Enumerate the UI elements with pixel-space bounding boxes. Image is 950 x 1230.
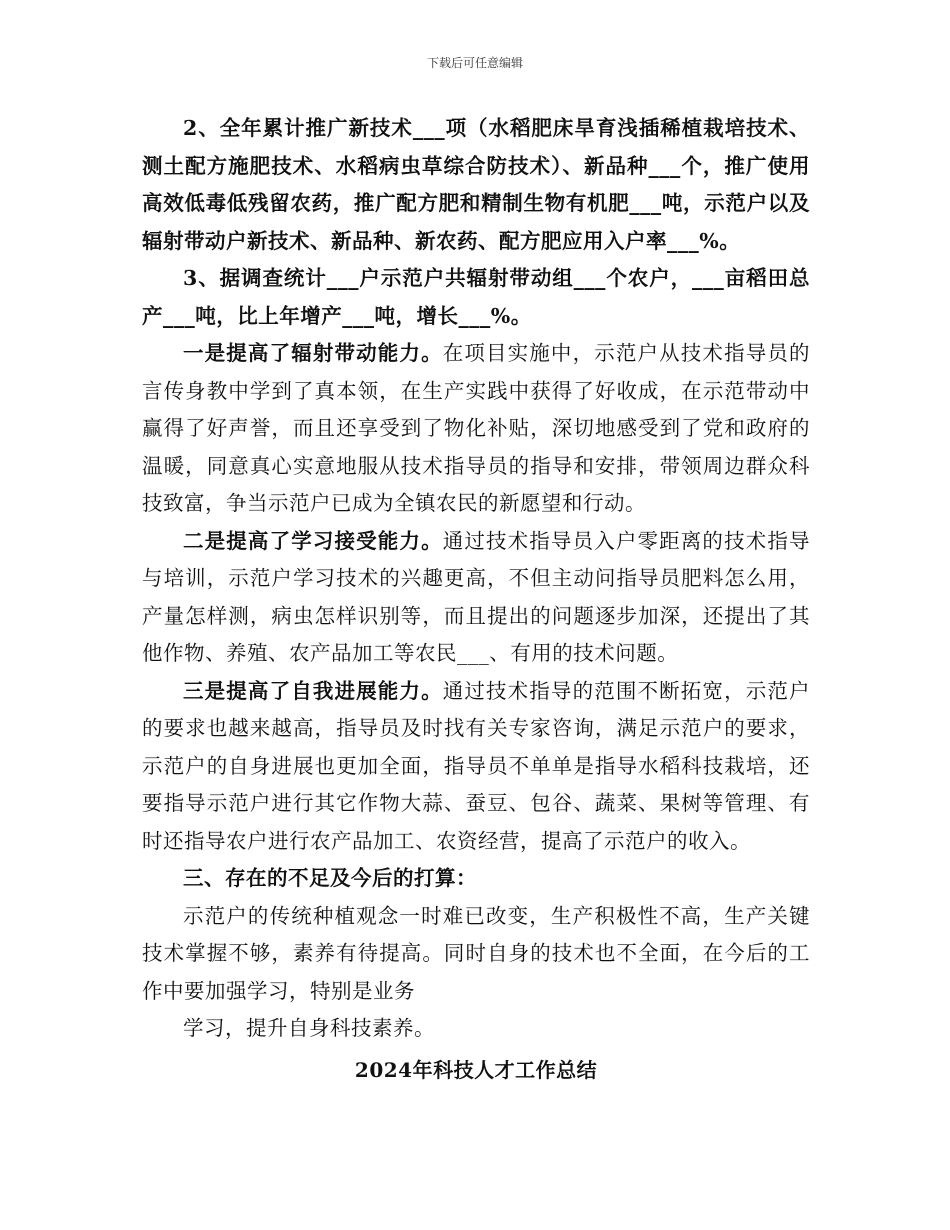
paragraph-shortcomings: 示范户的传统种植观念一时难已改变，生产积极性不高，生产关键技术掌握不够，素养有待提高。同时自身的技术也不全面，在今后的工作中要加强学习，特别是业务 bbox=[142, 903, 810, 1003]
paragraph-lead: 二是提高了学习接受能力。 bbox=[183, 528, 443, 553]
section-title: 2024年科技人才工作总结 bbox=[354, 1057, 598, 1082]
paragraph-body: 通过技术指导的范围不断拓宽，示范户的要求也越来越高，指导员及时找有关专家咨询，满足示范户的要求，示范户的自身进展也更加全面，指导员不单单是指导水稻科技栽培，还要指导示范户进行其它作物大蒜、蚕豆、包谷、蔬菜、果树等管理、有时还指导农户进行农产品加工、农资经营，提高了示范户的收入。 bbox=[142, 678, 811, 853]
section-heading-shortcomings: 三、存在的不足及今后的打算： bbox=[183, 866, 477, 890]
paragraph-body: 通过技术指导员入户零距离的技术指导与培训，示范户学习技术的兴趣更高，不但主动问指导员肥料怎么用，产量怎样测，病虫怎样识别等，而且提出的问题逐步加深，还提出了其他作物、养殖、农产品加工等农民___、有用的技术问题。 bbox=[142, 528, 811, 665]
paragraph-lead: 三是提高了自我进展能力。 bbox=[183, 678, 443, 703]
paragraph-learning-ability bbox=[142, 523, 810, 673]
paragraph-shortcomings-continued: 学习，提升自身科技素养。 bbox=[183, 1016, 435, 1040]
paragraph-body: 在项目实施中，示范户从技术指导员的言传身教中学到了真本领，在生产实践中获得了好收成，在示范带动中赢得了好声誉，而且还享受到了物化补贴，深切地感受到了党和政府的温暖，同意真心实意地服从技术指导员的指导和安排，带领周边群众科技致富，争当示范户已成为全镇农民的新愿望和行动。 bbox=[142, 341, 811, 515]
paragraph-lead: 一是提高了辐射带动能力。 bbox=[183, 341, 443, 365]
paragraph-radiation-ability bbox=[142, 335, 810, 523]
paragraph-survey-stats: 3、据调查统计___户示范户共辐射带动组___个农户，___亩稻田总产___吨，比上年增产___吨，增长___%。 bbox=[142, 266, 810, 328]
paragraph-tech-promotion: 2、全年累计推广新技术___项（水稻肥床旱育浅插稀植栽培技术、测土配方施肥技术、水稻病虫草综合防技术）、新品种___个，推广使用高效低毒低残留农药，推广配方肥和精制生物有机肥___吨，示范户以及辐射带动户新技术、新品种、新农药、配方肥应用入户率___%。 bbox=[142, 116, 810, 253]
document-body bbox=[142, 110, 810, 1089]
page-header-note: 下载后可任意编辑 bbox=[426, 56, 523, 70]
paragraph-self-development bbox=[142, 673, 810, 861]
